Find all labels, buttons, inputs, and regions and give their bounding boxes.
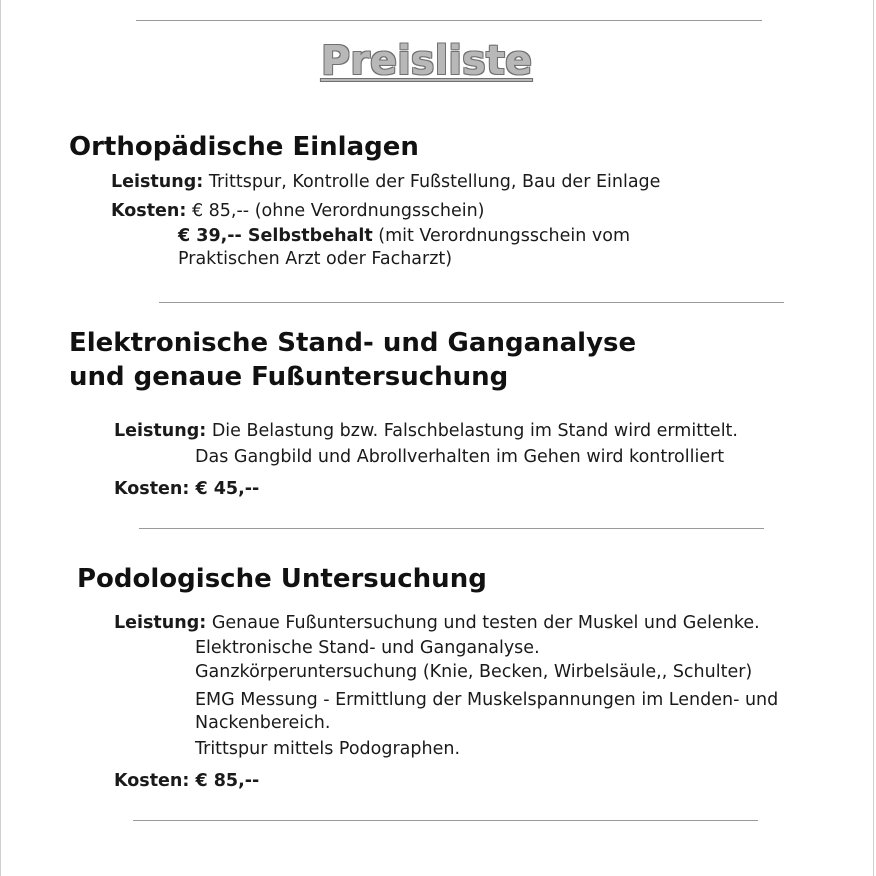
- leistung-text: Die Belastung bzw. Falschbelastung im Stand wird ermittelt.: [211, 421, 738, 441]
- leistung-text-cont: Trittspur mittels Podographen.: [195, 739, 461, 759]
- kosten-row: Kosten: € 45,--: [114, 479, 260, 499]
- leistung-text: Genaue Fußuntersuchung und testen der Muskel und Gelenke.: [211, 613, 760, 633]
- leistung-text-cont: Elektronische Stand- und Ganganalyse.: [195, 638, 540, 658]
- leistung-row: [114, 612, 760, 634]
- divider: [159, 302, 784, 303]
- kosten-text: € 85,-- (ohne Verordnungsschein): [191, 201, 485, 221]
- section-heading-ganganalyse-1: Elektronische Stand- und Ganganalyse: [69, 328, 637, 358]
- selbstbehalt-amount: € 39,-- Selbstbehalt: [178, 226, 373, 246]
- leistung-label: Leistung:: [111, 172, 204, 192]
- leistung-label: Leistung:: [114, 613, 207, 633]
- section-heading-podologie: Podologische Untersuchung: [77, 564, 487, 594]
- kosten-row: Kosten: € 85,--: [114, 771, 260, 791]
- divider-top: [136, 20, 762, 21]
- leistung-row: [111, 171, 660, 193]
- selbstbehalt-note: (mit Verordnungsschein vom: [372, 226, 631, 246]
- kosten-selbstbehalt: [178, 225, 630, 247]
- leistung-row: [114, 420, 738, 442]
- kosten-row: [111, 200, 485, 222]
- leistung-text-cont: Nackenbereich.: [195, 713, 331, 733]
- section-heading-einlagen: Orthopädische Einlagen: [69, 132, 419, 162]
- divider: [133, 820, 758, 821]
- page-title: Preisliste: [320, 38, 533, 84]
- leistung-label: Leistung:: [114, 421, 207, 441]
- kosten-label: Kosten:: [111, 201, 187, 221]
- section-heading-ganganalyse-2: und genaue Fußuntersuchung: [69, 362, 509, 392]
- leistung-text: Trittspur, Kontrolle der Fußstellung, Bau der Einlage: [208, 172, 661, 192]
- leistung-text-cont: Ganzkörperuntersuchung (Knie, Becken, Wirbelsäule,, Schulter): [195, 662, 753, 682]
- leistung-text-cont: EMG Messung - Ermittlung der Muskelspannungen im Lenden- und: [195, 690, 779, 710]
- leistung-text-cont: Das Gangbild und Abrollverhalten im Gehen wird kontrolliert: [195, 447, 725, 467]
- divider: [139, 528, 764, 529]
- kosten-selbstbehalt-cont: Praktischen Arzt oder Facharzt): [178, 249, 453, 269]
